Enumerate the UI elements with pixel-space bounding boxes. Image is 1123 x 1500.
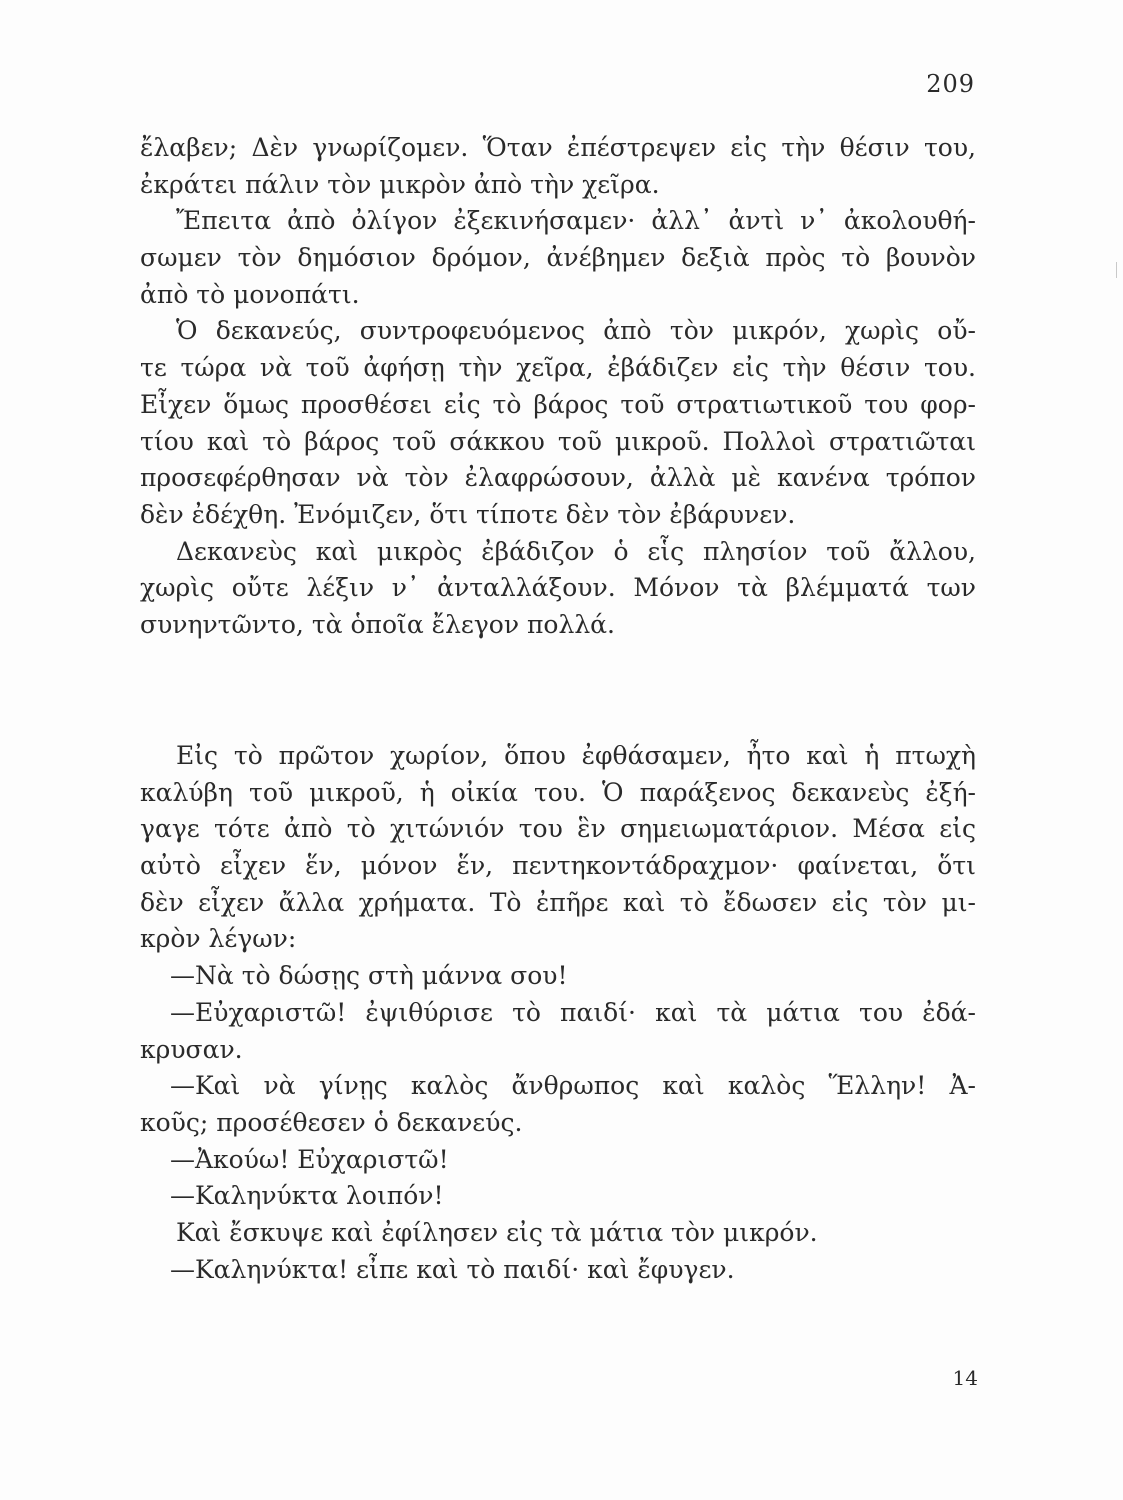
dialogue-line: —Εὐχαριστῶ! ἐψιθύρισε τὸ παιδί· καὶ τὰ μάτια του ἐδά- (170, 997, 976, 1027)
scan-mark (1116, 262, 1117, 278)
text-line: τε τώρα νὰ τοῦ ἀφήσῃ τὴν χεῖρα, ἐβάδιζεν εἰς τὴν θέσιν του. (140, 353, 976, 383)
text-line: χωρὶς οὔτε λέξιν ν᾽ ἀνταλλάξουν. Μόνον τὰ βλέμματά των (140, 573, 976, 603)
dialogue-line: —Καληνύκτα λοιπόν! (170, 1181, 444, 1211)
signature-mark: 14 (952, 1366, 978, 1390)
page-number: 209 (926, 70, 975, 98)
text-line: συνηντῶντο, τὰ ὁποῖα ἔλεγον πολλά. (140, 609, 615, 639)
text-line: Εἰς τὸ πρῶτον χωρίον, ὅπου ἐφθάσαμεν, ἦτο καὶ ἡ πτωχὴ (176, 741, 976, 770)
text-line: προσεφέρθησαν νὰ τὸν ἐλαφρώσουν, ἀλλὰ μὲ κανένα τρόπον (140, 463, 976, 493)
text-line: γαγε τότε ἀπὸ τὸ χιτώνιόν του ἓν σημειωματάριον. Μέσα εἰς (140, 814, 976, 844)
text-line: αὐτὸ εἶχεν ἕν, μόνον ἕν, πεντηκοντάδραχμον· φαίνεται, ὅτι (140, 851, 976, 881)
text-line: δὲν εἶχεν ἄλλα χρήματα. Τὸ ἐπῆρε καὶ τὸ ἔδωσεν εἰς τὸν μι- (140, 887, 976, 917)
text-line: σωμεν τὸν δημόσιον δρόμον, ἀνέβημεν δεξιὰ πρὸς τὸ βουνὸν (140, 243, 976, 273)
text-line: ἀπὸ τὸ μονοπάτι. (140, 279, 360, 309)
text-line: Εἶχεν ὅμως προσθέσει εἰς τὸ βάρος τοῦ στρατιωτικοῦ του φορ- (140, 389, 976, 419)
dialogue-line: —Καληνύκτα! εἶπε καὶ τὸ παιδί· καὶ ἔφυγεν. (170, 1254, 735, 1284)
text-line: Δεκανεὺς καὶ μικρὸς ἐβάδιζον ὁ εἷς πλησίον τοῦ ἄλλου, (176, 536, 976, 566)
text-block-lower (140, 738, 976, 1288)
text-line: καλύβη τοῦ μικροῦ, ἡ οἰκία του. Ὁ παράξενος δεκανεὺς ἐξή- (140, 777, 976, 807)
text-line: Ἔπειτα ἀπὸ ὀλίγον ἐξεκινήσαμεν· ἀλλ᾽ ἀντὶ ν᾽ ἀκολουθή- (176, 206, 976, 236)
text-line: τίου καὶ τὸ βάρος τοῦ σάκκου τοῦ μικροῦ. Πολλοὶ στρατιῶται (140, 426, 976, 456)
text-line: Καὶ ἔσκυψε καὶ ἐφίλησεν εἰς τὰ μάτια τὸν μικρόν. (176, 1217, 818, 1247)
text-line: κρὸν λέγων: (140, 924, 297, 954)
text-line: ἐκράτει πάλιν τὸν μικρὸν ἀπὸ τὴν χεῖρα. (140, 169, 660, 199)
text-block-upper (140, 130, 976, 644)
text-line: ἔλαβεν; Δὲν γνωρίζομεν. Ὅταν ἐπέστρεψεν εἰς τὴν θέσιν του, (140, 133, 976, 162)
text-line: κρυσαν. (140, 1034, 243, 1064)
text-line: κοῦς; προσέθεσεν ὁ δεκανεύς. (140, 1107, 523, 1137)
text-line: Ὁ δεκανεύς, συντροφευόμενος ἀπὸ τὸν μικρόν, χωρὶς οὔ- (176, 316, 976, 346)
dialogue-line: —Νὰ τὸ δώσῃς στὴ μάννα σου! (170, 961, 568, 991)
dialogue-line: —Καὶ νὰ γίνῃς καλὸς ἄνθρωπος καὶ καλὸς Ἕλλην! Ἀ- (170, 1071, 976, 1101)
dialogue-line: —Ἀκούω! Εὐχαριστῶ! (170, 1144, 449, 1174)
text-line: δὲν ἐδέχθη. Ἐνόμιζεν, ὅτι τίποτε δὲν τὸν ἐβάρυνεν. (140, 499, 796, 529)
